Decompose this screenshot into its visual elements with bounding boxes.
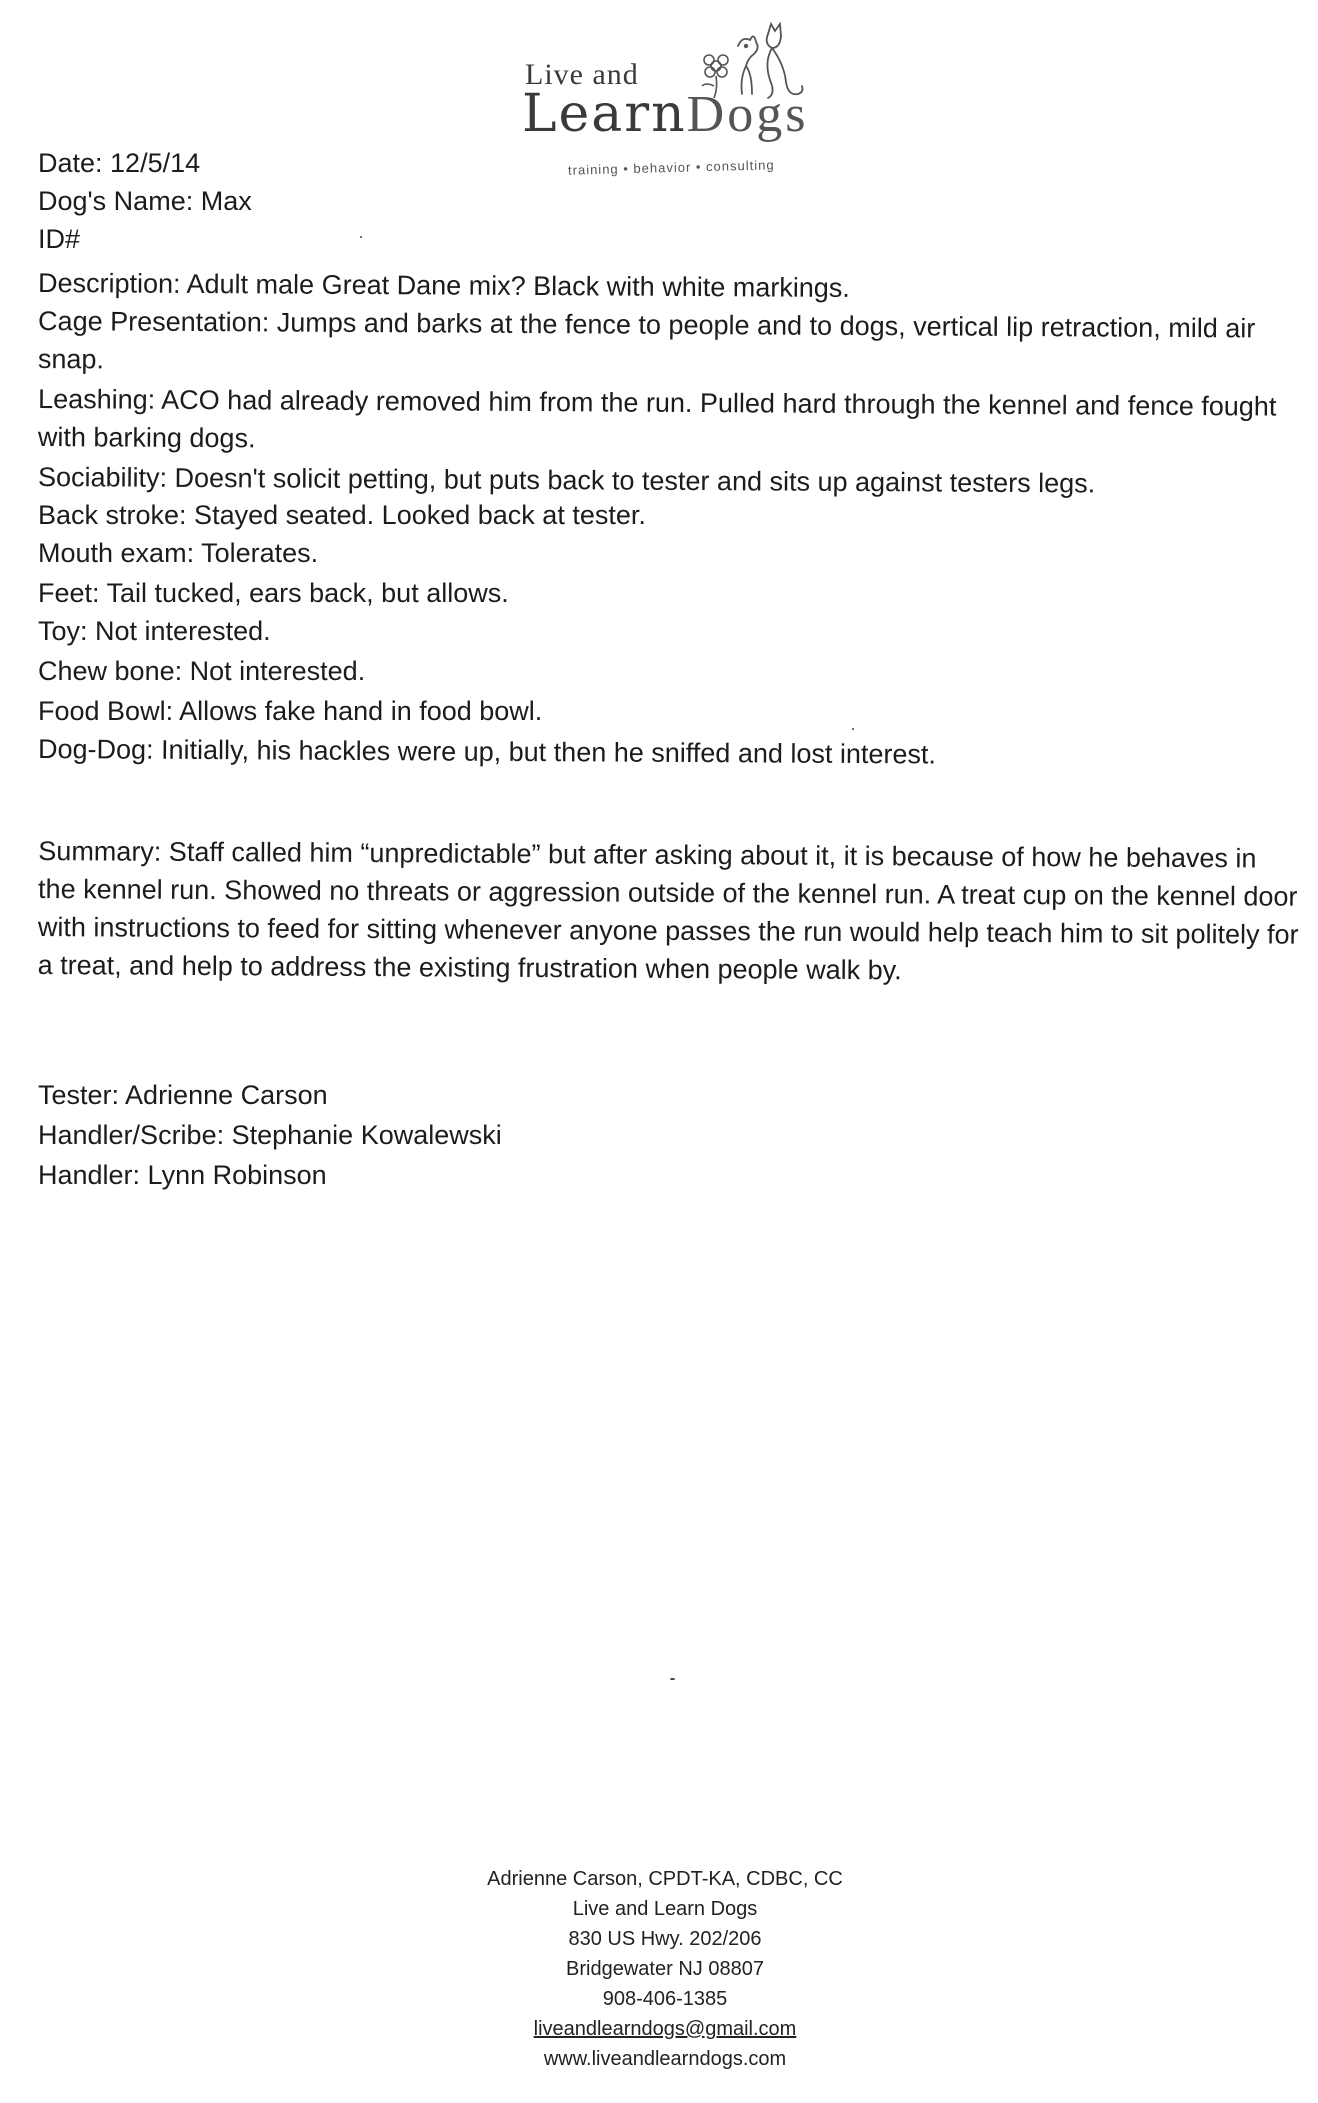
logo-text-dogs: Dogs [686,86,809,143]
dog-name-field: Dog's Name: Max [38,186,252,216]
feet-field: Feet: Tail tucked, ears back, but allows. [38,578,509,608]
back-stroke-field: Back stroke: Stayed seated. Looked back at tester. [38,500,646,530]
toy-field: Toy: Not interested. [38,616,271,646]
scan-speck [852,728,854,730]
food-bowl-field: Food Bowl: Allows fake hand in food bowl. [38,696,543,726]
logo-tagline: training • behavior • consulting [567,157,775,178]
leashing-field: Leashing: ACO had already removed him from the run. Pulled hard through the kennel and fence fought with barking dogs. [37,384,1277,454]
logo-text-learn-dogs [522,84,808,144]
mouth-exam-field: Mouth exam: Tolerates. [38,538,319,568]
footer-city: Bridgewater NJ 08807 [566,1958,764,1980]
dog-dog-field: Dog-Dog: Initially, his hackles were up, but then he sniffed and lost interest. [37,734,937,770]
footer-website-link[interactable]: www.liveandlearndogs.com [543,2048,787,2070]
scan-speck [670,1678,675,1680]
contact-footer [300,1864,1030,2074]
footer-address: 830 US Hwy. 202/206 [568,1928,762,1950]
logo-text-live-and: Live and [525,58,639,91]
summary-paragraph: Summary: Staff called him “unpredictable” but after asking about it, it is because of how he behaves in the kennel run. Showed no threats or aggression outside of the kennel run. A treat cup on the kennel door with instructions to feed for sitting whenever anyone passes the run would help teach him to sit politely for a treat, and help to address the existing frustration when people walk by. [37,836,1299,986]
scribe-field: Handler/Scribe: Stephanie Kowalewski [38,1120,502,1150]
date-field: Date: 12/5/14 [38,148,201,178]
footer-name: Adrienne Carson, CPDT-KA, CDBC, CC [487,1868,843,1890]
footer-email-link[interactable]: liveandlearndogs@gmail.com [533,2018,797,2040]
tester-field: Tester: Adrienne Carson [38,1080,328,1110]
chew-bone-field: Chew bone: Not interested. [38,656,366,686]
id-field: ID# [38,224,81,254]
scan-speck [360,236,362,238]
footer-organization: Live and Learn Dogs [572,1898,758,1920]
logo-text-learn: Learn [522,84,687,144]
description-field: Description: Adult male Great Dane mix? Black with white markings. [37,268,850,303]
footer-phone: 908-406-1385 [602,1988,728,2010]
cage-presentation-field: Cage Presentation: Jumps and barks at the fence to people and to dogs, vertical lip retraction, mild air snap. [37,306,1256,375]
company-logo [518,18,858,178]
sociability-field: Sociability: Doesn't solicit petting, but puts back to tester and sits up against testers legs. [37,462,1096,499]
handler-field: Handler: Lynn Robinson [38,1160,327,1190]
